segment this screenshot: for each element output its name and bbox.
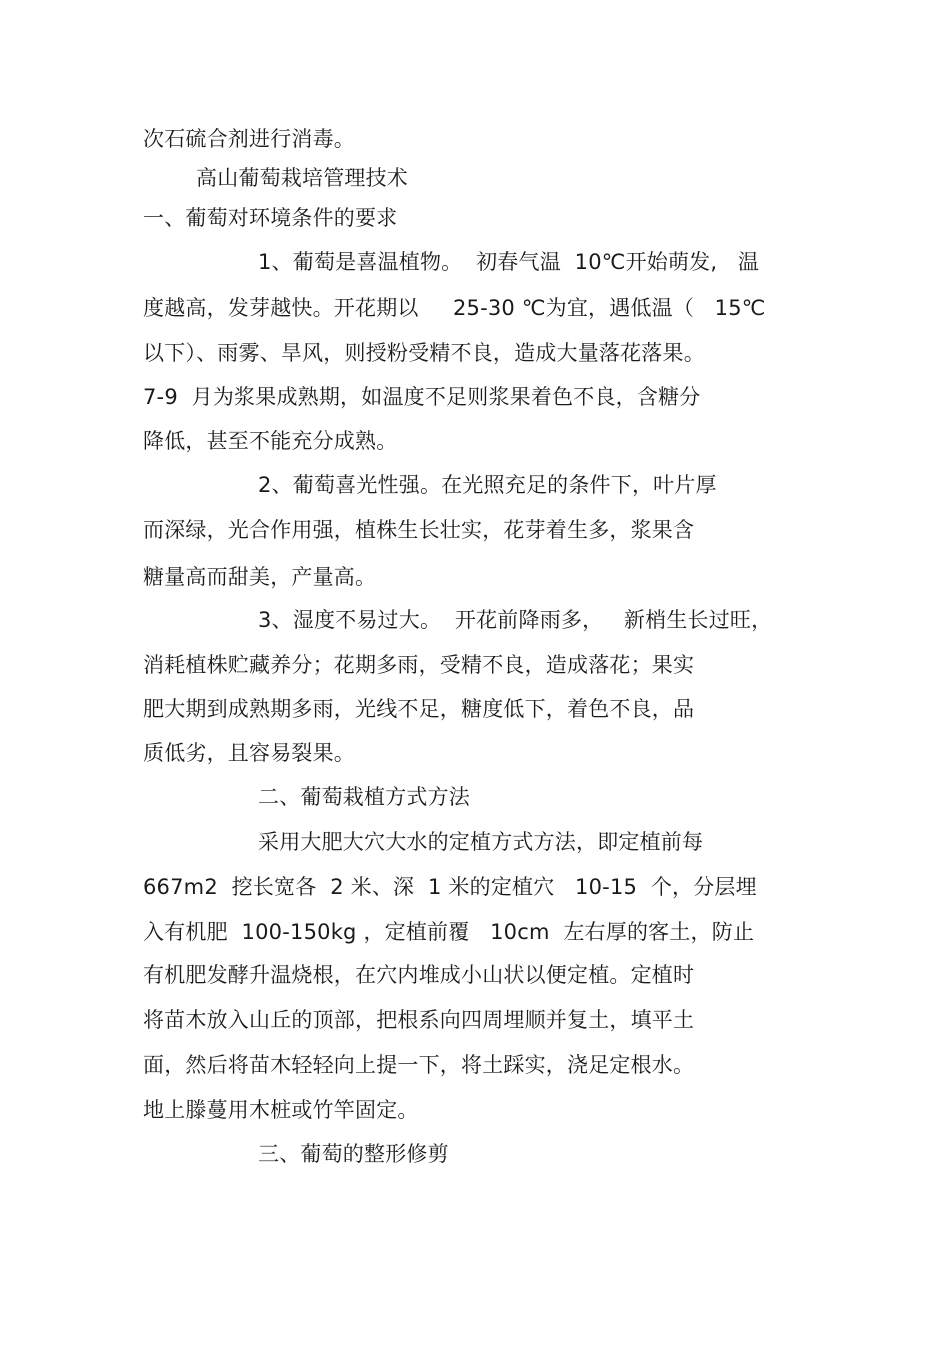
text-line: 3、湿度不易过大。 开花前降雨多， 新梢生长过旺，	[258, 608, 773, 632]
text-line: 度越高，发芽越快。开花期以 25-30 ℃为宜，遇低温（ 15℃	[143, 296, 766, 320]
text-line: 面，然后将苗木轻轻向上提一下，将土踩实，浇足定根水。	[143, 1053, 695, 1077]
text-line: 而深绿，光合作用强，植株生长壮实，花芽着生多，浆果含	[143, 518, 695, 542]
text-line: 肥大期到成熟期多雨，光线不足，糖度低下，着色不良，品	[143, 697, 695, 721]
text-line: 以下）、雨雾、旱风，则授粉受精不良，造成大量落花落果。	[143, 341, 705, 365]
section-heading: 三、葡萄的整形修剪	[258, 1142, 449, 1166]
text-line: 1、葡萄是喜温植物。 初春气温 10℃开始萌发, 温	[258, 250, 760, 274]
text-line: 次石硫合剂进行消毒。	[143, 127, 355, 151]
section-heading: 一、葡萄对环境条件的要求	[143, 206, 398, 230]
text-line: 有机肥发酵升温烧根，在穴内堆成小山状以便定植。定植时	[143, 963, 695, 987]
article-title: 高山葡萄栽培管理技术	[196, 166, 408, 190]
text-line: 入有机肥 100-150kg ，定植前覆 10cm 左右厚的客土，防止	[143, 920, 755, 944]
text-line: 质低劣，且容易裂果。	[143, 741, 355, 765]
text-line: 降低，甚至不能充分成熟。	[143, 429, 398, 453]
text-line: 地上滕蔓用木桩或竹竿固定。	[143, 1098, 419, 1122]
text-line: 667m2 挖长宽各 2 米、深 1 米的定植穴 10-15 个，分层埋	[143, 875, 757, 899]
text-line: 采用大肥大穴大水的定植方式方法，即定植前每	[258, 830, 704, 854]
text-line: 糖量高而甜美，产量高。	[143, 565, 377, 589]
text-line: 2、葡萄喜光性强。在光照充足的条件下，叶片厚	[258, 473, 717, 497]
text-line: 将苗木放入山丘的顶部，把根系向四周埋顺并复土，填平土	[143, 1008, 695, 1032]
section-heading: 二、葡萄栽植方式方法	[258, 785, 470, 809]
text-line: 消耗植株贮藏养分；花期多雨，受精不良，造成落花；果实	[143, 653, 695, 677]
text-line: 7-9 月为浆果成熟期，如温度不足则浆果着色不良，含糖分	[143, 385, 701, 409]
